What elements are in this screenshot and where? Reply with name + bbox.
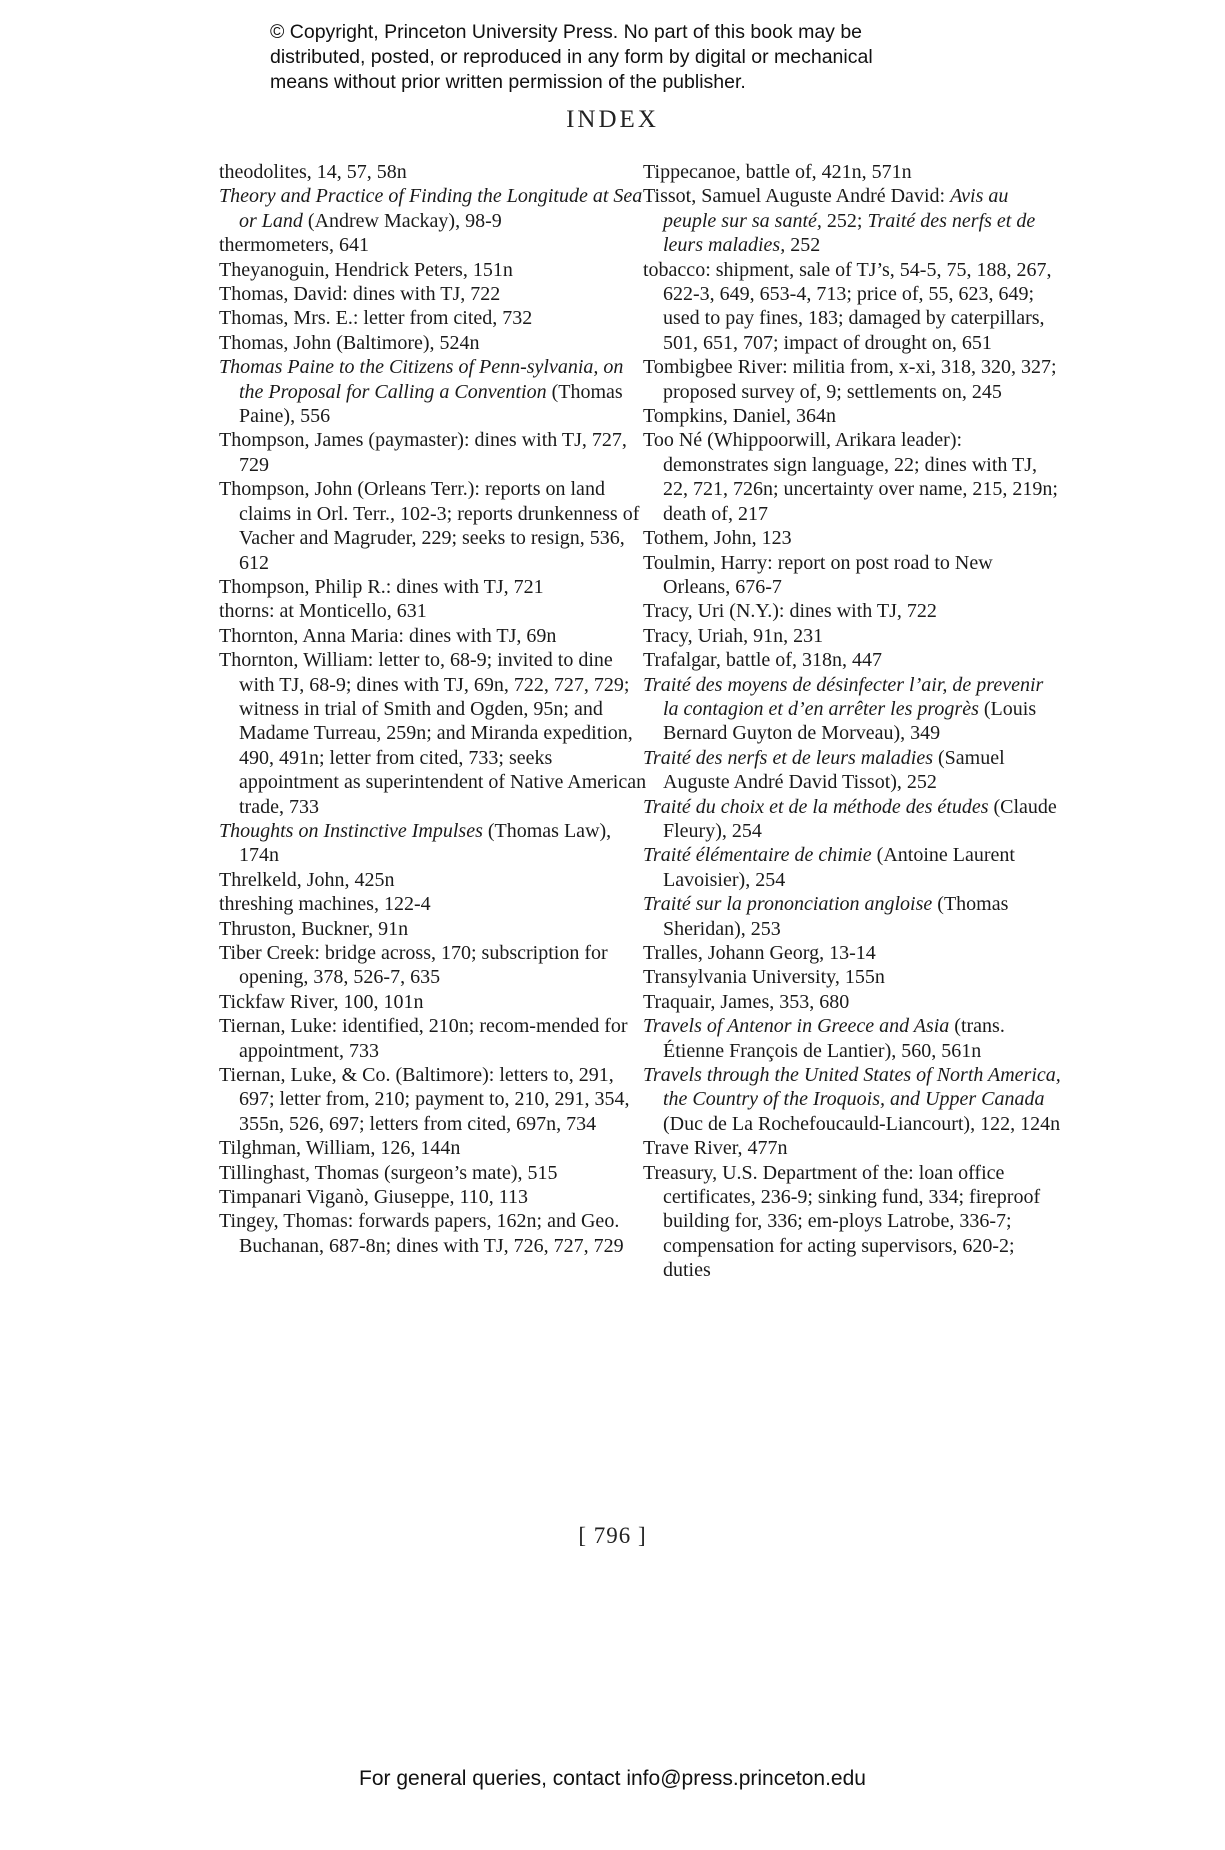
index-entry [219,477,649,575]
index-entry [643,648,1063,672]
entry-text: (Claude Fleury), 254 [663,795,1057,842]
entry-title-italic: Traité des nerfs et de leurs maladies [643,746,933,769]
index-entry [219,1063,649,1136]
index-entry [643,965,1063,989]
entry-title-italic: Travels of Antenor in Greece and Asia [643,1015,950,1038]
copyright-line: means without prior written permission of the publisher. [270,71,746,93]
entry-text: Treasury, U.S. Department of the: loan office certificates, 236-9; sinking fund, 334; fireproof building for, 336; em-ploys Latrobe, 336-7; compensation for acting supervisors, 620-2; duties [643,1161,1041,1282]
entry-text: Tiernan, Luke: identified, 210n; recom-mended for appointment, 733 [219,1015,628,1062]
entry-text: Tralles, Johann Georg, 13-14 [643,942,876,964]
entry-title-italic: Avis au peuple sur sa santé, [663,185,1009,232]
entry-title-italic: Traité élémentaire de chimie [643,844,872,867]
footer-contact: For general queries, contact info@press.princeton.edu [359,1767,866,1790]
entry-text: Too Né (Whippoorwill, Arikara leader): demonstrates sign language, 22; dines with TJ, 22, 721, 726n; uncertainty over name, 215, 219n; death of, 217 [643,429,1058,525]
index-entry [643,624,1063,648]
index-entry [219,1136,649,1160]
copyright-line: © Copyright, Princeton University Press. No part of this book may be [270,21,863,43]
index-entry [219,624,649,648]
index-entry [643,673,1063,746]
entry-text: Tothem, John, 123 [643,527,792,550]
entry-text: (Samuel Auguste André David Tissot), 252 [663,746,1005,794]
index-entry [643,1136,1063,1160]
index-entry [643,1063,1063,1136]
entry-text: (Thomas Law), 174n [239,819,612,867]
index-entry [643,355,1063,404]
index-entry [643,160,1063,184]
index-entry [643,795,1063,844]
index-entry [219,892,649,916]
entry-text: Timpanari Viganò, Giuseppe, 110, 113 [219,1186,528,1209]
index-entry [219,306,649,330]
entry-text: (Duc de La Rochefoucauld-Liancourt), 122, 124n [663,1112,1061,1135]
entry-text: Thornton, Anna Maria: dines with TJ, 69n [219,624,557,647]
entry-text: Thompson, James (paymaster): dines with TJ, 727, 729 [219,429,627,476]
entry-text: Thomas, Mrs. E.: letter from cited, 732 [219,307,533,330]
entry-text: Tracy, Uri (N.Y.): dines with TJ, 722 [643,600,937,623]
entry-text: (Thomas Sheridan), 253 [663,893,1009,940]
entry-text: Theyanoguin, Hendrick Peters, 151n [219,258,513,281]
entry-title-italic: Thomas Paine to the Citizens of Penn-sylvania, on the Proposal for Calling a Convention [219,356,624,403]
index-entry [219,331,649,355]
page-title: INDEX [566,106,659,133]
index-entry [643,1014,1063,1063]
entry-text: Traquair, James, 353, 680 [643,990,850,1013]
entry-text: (Louis Bernard Guyton de Morveau), 349 [663,697,1037,745]
index-entry [219,233,649,257]
index-entry [219,160,649,184]
copyright-line: distributed, posted, or reproduced in any form by digital or mechanical [270,46,873,68]
index-entry [219,819,649,868]
entry-text: tobacco: shipment, sale of TJ’s, 54-5, 75, 188, 267, 622-3, 649, 653-4, 713; price of, 55, 623, 649; used to pay fines, 183; damaged by caterpillars, 501, 651, 707; impact of drought on, 651 [643,258,1052,354]
entry-text: Toulmin, Harry: report on post road to New Orleans, 676-7 [643,551,993,598]
index-entry [219,941,649,990]
entry-text: Tompkins, Daniel, 364n [643,405,837,428]
entry-text: Tracy, Uriah, 91n, 231 [643,624,824,647]
index-entry [219,990,649,1014]
entry-title-italic: Traité des nerfs et de leurs maladies, [663,209,1036,257]
index-entry [643,184,1063,257]
entry-text: Trafalgar, battle of, 318n, 447 [643,649,882,672]
entry-text: Threlkeld, John, 425n [219,868,395,891]
entry-title-italic: Traité des moyens de désinfecter l’air, de prevenir la contagion et d’en arrêter les progrès [643,673,1044,720]
index-entry [643,404,1063,428]
entry-title-italic: Travels through the United States of North America, the Country of the Iroquois, and Upper Canada [643,1064,1061,1111]
entry-text: Thomas, David: dines with TJ, 722 [219,283,501,306]
index-entry [219,575,649,599]
index-entry [219,184,649,233]
copyright-notice [270,20,990,95]
entry-title-italic: Thoughts on Instinctive Impulses [219,819,483,842]
entry-title-italic: Theory and Practice of Finding the Longitude at Sea or Land [219,185,643,232]
index-entry [643,258,1063,356]
index-entry [643,599,1063,623]
entry-text: Tombigbee River: militia from, x-xi, 318, 320, 327; proposed survey of, 9; settlements on, 245 [643,356,1057,403]
entry-text: threshing machines, 122-4 [219,893,431,916]
entry-title-italic: Traité sur la prononciation angloise [643,893,933,916]
entry-text: Thompson, Philip R.: dines with TJ, 721 [219,575,544,598]
entry-text: Thompson, John (Orleans Terr.): reports on land claims in Orl. Terr., 102-3; reports drunkenness of Vacher and Magruder, 229; seeks to resign, 536, 612 [219,478,640,574]
index-entry [219,428,649,477]
index-entry [219,917,649,941]
index-entry [643,892,1063,941]
index-entry [643,941,1063,965]
entry-text: Tippecanoe, battle of, 421n, 571n [643,161,912,183]
entry-text: thermometers, 641 [219,234,369,257]
entry-text: (Thomas Paine), 556 [239,380,623,428]
index-entry [219,1161,649,1185]
entry-text: thorns: at Monticello, 631 [219,600,427,623]
entry-text: (trans. Étienne François de Lantier), 560, 561n [663,1015,1005,1062]
entry-text: Trave River, 477n [643,1137,788,1160]
entry-text: 252; [821,209,868,232]
entry-text: Tiernan, Luke, & Co. (Baltimore): letters to, 291, 697; letter from, 210; payment to, 210, 291, 354, 355n, 526, 697; letters from cited, 697n, 734 [219,1064,630,1135]
index-entry [219,1185,649,1209]
entry-text: Thomas, John (Baltimore), 524n [219,331,480,354]
entry-text: Tingey, Thomas: forwards papers, 162n; and Geo. Buchanan, 687-8n; dines with TJ, 726, 727, 729 [219,1210,624,1257]
index-entry [643,551,1063,600]
entry-text: (Antoine Laurent Lavoisier), 254 [663,844,1015,891]
index-entry [219,599,649,623]
index-entry [643,990,1063,1014]
entry-text: Tillinghast, Thomas (surgeon’s mate), 515 [219,1161,558,1184]
index-entry [643,843,1063,892]
entry-text: Thornton, William: letter to, 68-9; invited to dine with TJ, 68-9; dines with TJ, 69n, 722, 727, 729; witness in trial of Smith and Ogden, 95n; and Madame Turreau, 259n; and Miranda expedition, 490, 491n; letter from cited, 733; seeks appointment as superintendent of Native American trade, 733 [219,649,647,818]
index-entry [219,258,649,282]
index-column-right [643,160,1063,1283]
index-entry [643,526,1063,550]
entry-text: 252 [785,234,821,257]
index-column-left [219,160,649,1258]
entry-title-italic: Traité du choix et de la méthode des études [643,795,989,818]
index-entry [219,1014,649,1063]
entry-text: Tickfaw River, 100, 101n [219,990,424,1013]
page-number: [ 796 ] [578,1523,647,1548]
entry-text: theodolites, 14, 57, 58n [219,161,407,183]
index-entry [219,282,649,306]
index-entry [643,1161,1063,1283]
entry-text: Tilghman, William, 126, 144n [219,1137,461,1160]
entry-text: Thruston, Buckner, 91n [219,917,409,940]
entry-text: (Andrew Mackay), 98-9 [302,209,502,232]
index-entry [219,648,649,819]
entry-text: Transylvania University, 155n [643,966,885,989]
entry-text: Tiber Creek: bridge across, 170; subscription for opening, 378, 526-7, 635 [219,942,608,989]
index-entry [219,1209,649,1258]
entry-text: Tissot, Samuel Auguste André David: [643,185,951,208]
index-entry [643,428,1063,526]
index-entry [219,868,649,892]
index-entry [643,746,1063,795]
index-entry [219,355,649,428]
